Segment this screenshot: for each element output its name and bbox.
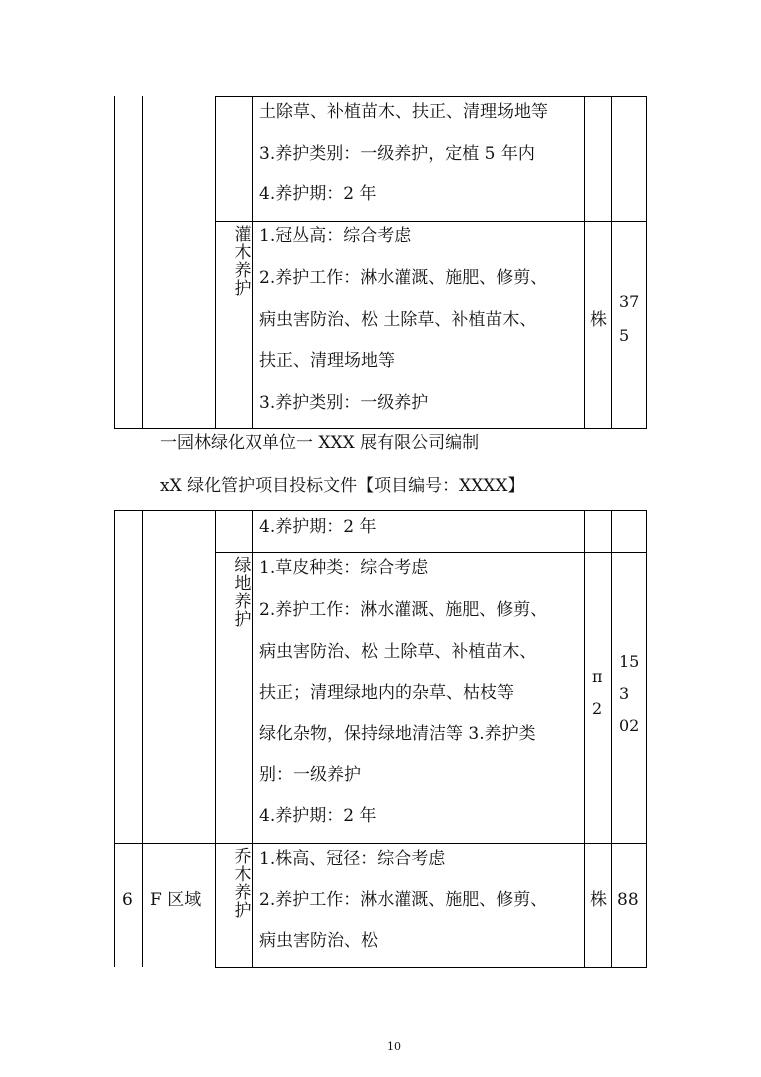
- table-cell-text: 1.冠丛高：综合考虑: [259, 226, 412, 246]
- table-cell-text: 扶正；清理绿地内的杂草、枯枝等: [259, 683, 514, 703]
- quantity-cell: 37: [619, 292, 640, 311]
- unit-cell: 株: [590, 890, 607, 910]
- table-cell-text: 别：一级养护: [259, 765, 361, 785]
- table-cell-text: 2.养护工作：淋水灌溉、施肥、修剪、: [259, 890, 548, 910]
- index-cell: 6: [122, 890, 133, 910]
- table-cell-text: 4.养护期：2 年: [259, 806, 377, 826]
- page-number: 10: [387, 1040, 401, 1053]
- table-cell-text: 土除草、补植苗木、扶正、清理场地等: [259, 102, 548, 122]
- category-cell: 乔木养护: [234, 847, 252, 921]
- table-cell-text: 病虫害防治、松 土除草、补植苗木、: [259, 642, 537, 662]
- quantity-cell: 02: [619, 716, 640, 735]
- quantity-cell: 3: [619, 684, 630, 703]
- table-cell-text: 绿化杂物，保持绿地清洁等 3.养护类: [259, 724, 536, 744]
- header-line-2: xX 绿化管护项目投标文件【项目编号：XXXX】: [160, 476, 525, 496]
- table-cell-text: 1.株高、冠径：综合考虑: [259, 849, 446, 869]
- table-cell-text: 4.养护期：2 年: [259, 517, 377, 537]
- table-cell-text: 3.养护类别：一级养护，定植 5 年内: [259, 144, 535, 164]
- unit-cell: 2: [592, 699, 603, 718]
- table-cell-text: 病虫害防治、松 土除草、补植苗木、: [259, 310, 537, 330]
- quantity-cell: 5: [619, 326, 630, 345]
- category-cell: 绿地养护: [234, 556, 252, 630]
- table-cell-text: 扶正、清理场地等: [259, 351, 395, 371]
- quantity-cell: 15: [619, 652, 640, 671]
- category-cell: 灌木养护: [234, 225, 252, 299]
- table-cell-text: 3.养护类别：一级养护: [259, 393, 429, 413]
- table-cell-text: 2.养护工作：淋水灌溉、施肥、修剪、: [259, 600, 548, 620]
- unit-cell: 株: [590, 310, 607, 330]
- area-cell: F 区域: [150, 890, 202, 910]
- unit-cell: π: [592, 667, 603, 686]
- table-cell-text: 病虫害防治、松: [259, 931, 378, 951]
- table-cell-text: 4.养护期：2 年: [259, 184, 377, 204]
- header-line-1: 一园林绿化双单位一 XXX 展有限公司编制: [160, 433, 480, 453]
- table-cell-text: 1.草皮种类：综合考虑: [259, 558, 429, 578]
- table-cell-text: 2.养护工作：淋水灌溉、施肥、修剪、: [259, 268, 548, 288]
- quantity-cell: 88: [617, 890, 639, 910]
